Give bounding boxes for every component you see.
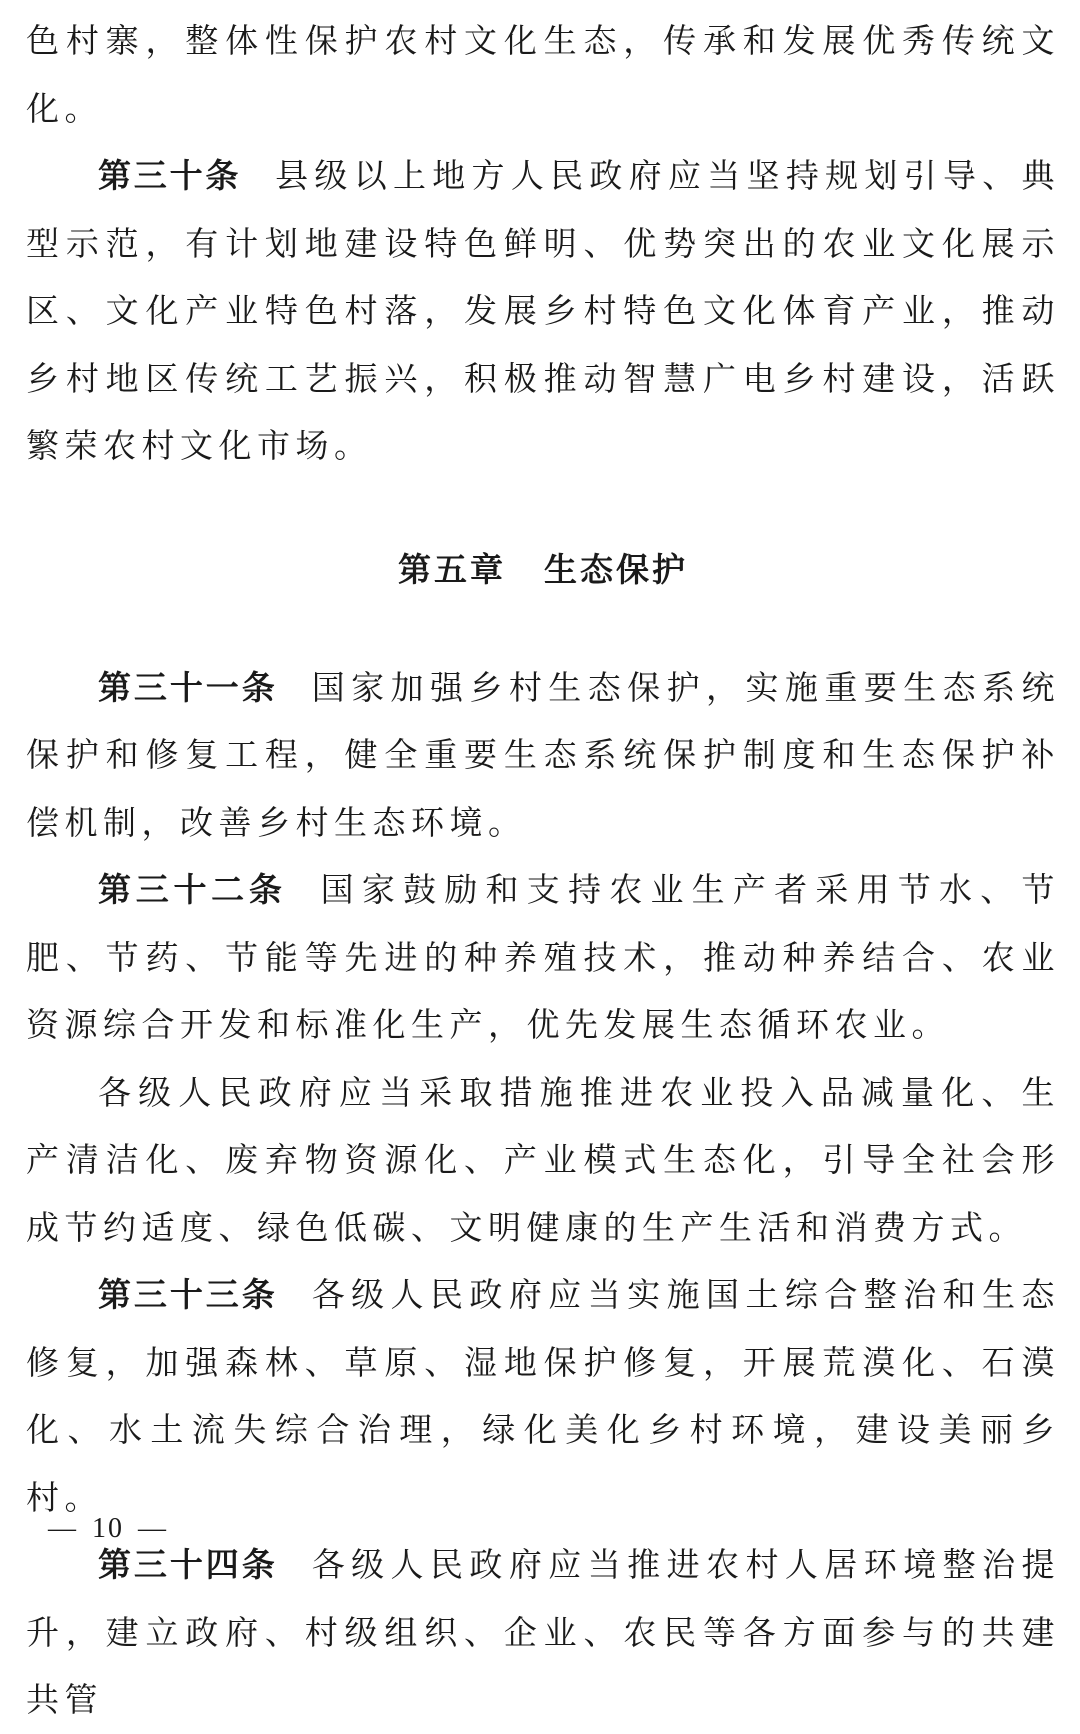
article-number: 第三十二条 (98, 870, 287, 909)
document-page (26, 0, 1060, 1734)
article-33 (26, 1261, 1060, 1531)
article-number: 第三十四条 (98, 1545, 278, 1584)
article-text: 各级人民政府应当推进农村人居环境整治提升，建立政府、村级组织、企业、农民等各方面参与的共建共管 (26, 1545, 1061, 1719)
footer-dash-right: — (138, 1513, 168, 1544)
page-footer (34, 1512, 182, 1546)
article-number: 第三十三条 (98, 1275, 278, 1314)
article-34 (26, 1531, 1060, 1734)
footer-dash-left: — (48, 1513, 78, 1544)
article-text: 国家鼓励和支持农业生产者采用节水、节肥、节药、节能等先进的种养殖技术，推动种养结合、农业资源综合开发和标准化生产，优先发展生态循环农业。 (26, 870, 1061, 1044)
article-text: 县级以上地方人民政府应当坚持规划引导、典型示范，有计划地建设特色鲜明、优势突出的农业文化展示区、文化产业特色村落，发展乡村特色文化体育产业，推动乡村地区传统工艺振兴，积极推动智慧广电乡村建设，活跃繁荣农村文化市场。 (26, 156, 1061, 465)
chapter-heading (26, 550, 1060, 590)
article-31 (26, 654, 1060, 857)
chapter-number: 第五章 (398, 549, 506, 589)
article-32-paragraph-2: 各级人民政府应当采取措施推进农业投入品减量化、生产清洁化、废弃物资源化、产业模式生态化，引导全社会形成节约适度、绿色低碳、文明健康的生产生活和消费方式。 (26, 1072, 1060, 1247)
article-number: 第三十一条 (98, 667, 278, 707)
article-text: 各级人民政府应当实施国土综合整治和生态修复，加强森林、草原、湿地保护修复，开展荒漠化、石漠化、水土流失综合治理，绿化美化乡村环境，建设美丽乡村。 (26, 1275, 1061, 1517)
article-number: 第三十条 (98, 156, 242, 195)
article-text: 国家加强乡村生态保护，实施重要生态系统保护和修复工程，健全重要生态系统保护制度和生态保护补偿机制，改善乡村生态环境。 (26, 667, 1061, 842)
article-30 (26, 142, 1060, 480)
article-32 (26, 856, 1060, 1059)
page-number: 10 (92, 1513, 124, 1544)
paragraph-continuation: 色村寨，整体性保护农村文化生态，传承和发展优秀传统文化。 (26, 21, 1060, 128)
chapter-title: 生态保护 (544, 549, 688, 589)
